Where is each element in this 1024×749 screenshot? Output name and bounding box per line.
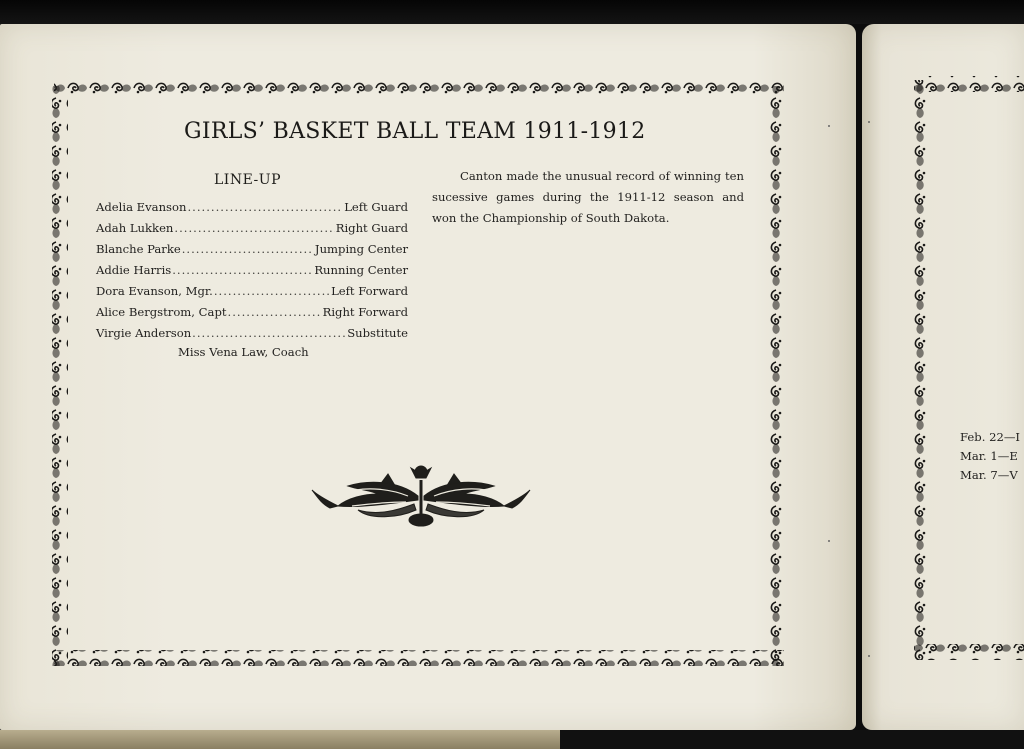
player-name: Adelia Evanson xyxy=(96,200,187,214)
roster-row xyxy=(96,326,408,347)
schedule-line: Mar. 7—V xyxy=(960,468,1018,482)
roster-row xyxy=(96,305,408,326)
roster-row xyxy=(96,284,408,305)
player-name: Blanche Parke xyxy=(96,242,181,256)
roster-row xyxy=(96,200,408,221)
player-position: Left Guard xyxy=(344,200,408,214)
roster-row xyxy=(96,242,408,263)
page-title: GIRLS’ BASKET BALL TEAM 1911-1912 xyxy=(184,119,646,144)
player-position: Jumping Center xyxy=(314,242,408,256)
lineup-heading: LINE-UP xyxy=(214,172,282,188)
coach-line: Miss Vena Law, Coach xyxy=(178,345,309,359)
player-name: Addie Harris xyxy=(96,263,172,277)
record-paragraph xyxy=(432,166,744,229)
paper-speck xyxy=(828,125,830,127)
roster-list xyxy=(96,200,408,347)
player-position: Substitute xyxy=(347,326,408,340)
record-text: Canton made the unusual record of winning ten sucessive games during the 1911-12 season and won the Championship of South Dakota. xyxy=(432,169,744,225)
floral-ornament-icon xyxy=(308,460,534,530)
player-position: Left Forward xyxy=(331,284,408,298)
schedule-line: Feb. 22—I xyxy=(960,430,1020,444)
paper-speck xyxy=(868,121,870,123)
player-name: Adah Lukken xyxy=(96,221,174,235)
roster-row xyxy=(96,263,408,284)
player-name: Dora Evanson, Mgr. xyxy=(96,284,213,298)
player-name: Alice Bergstrom, Capt xyxy=(96,305,227,319)
player-name: Virgie Anderson xyxy=(96,326,192,340)
schedule-fragment xyxy=(960,428,1020,485)
player-position: Right Guard xyxy=(335,221,408,235)
paper-speck xyxy=(828,540,830,542)
schedule-line: Mar. 1—E xyxy=(960,449,1018,463)
player-position: Right Forward xyxy=(322,305,408,319)
player-position: Running Center xyxy=(314,263,408,277)
roster-row xyxy=(96,221,408,242)
paper-speck xyxy=(868,655,870,657)
